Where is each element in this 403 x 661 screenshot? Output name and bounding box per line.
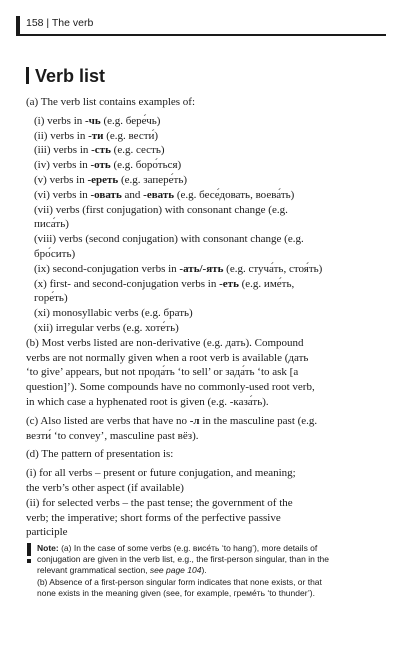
running-head-bar — [16, 16, 20, 34]
heading-bar — [26, 67, 29, 84]
list-item: (ix) second-conjugation verbs in -ать/-ять (e.g. стуча́ть, стоя́ть) — [34, 262, 323, 275]
main-text — [26, 95, 376, 540]
list-item: (x) first- and second-conjugation verbs in -еть (e.g. име́ть, горе́ть) — [34, 277, 295, 305]
list-item: (vii) verbs (first conjugation) with consonant change (e.g. писа́ть) — [34, 203, 288, 231]
note-text: Note: (a) In the case of some verbs (e.g. висе́ть ‘to hang’), more details of conjugation are given in the verb list, e.g., the first-person singular, than in the relevant grammatical section, see page 104). (b) Absence of a first-person singular form indicates that none exists, or that none exists in the meaning given (see, for example, греме́ть ‘to thunder’). — [37, 543, 330, 598]
list-item: (i) verbs in -чь (e.g. бере́чь) — [34, 114, 161, 127]
running-head — [16, 14, 386, 34]
list-item: (iv) verbs in -оть (e.g. боро́ться) — [34, 159, 182, 172]
list-item: (xii) irregular verbs (e.g. хоте́ть) — [34, 321, 179, 334]
paragraph-d-intro: (d) The pattern of presentation is: — [26, 448, 174, 461]
section-title: Verb list — [35, 66, 106, 86]
intro-paragraph: (a) The verb list contains examples of: — [26, 96, 196, 108]
list-item: (v) verbs in -ереть (e.g. запере́ть) — [34, 173, 188, 186]
running-head-text: 158 | The verb — [26, 17, 94, 29]
note-label: Note: — [37, 543, 59, 553]
paragraph-c: (c) Also listed are verbs that have no -л in the masculine past (e.g. везти́ ‘to convey’, masculine past вёз). — [26, 414, 318, 442]
list-item: (ii) verbs in -ти (e.g. вести́) — [34, 129, 159, 142]
paragraph-d-ii: (ii) for selected verbs – the past tense; the government of the verb; the imperative; short forms of the perfective passive participle — [26, 496, 293, 539]
paragraph-b: (b) Most verbs listed are non-derivative (e.g. дать). Compound verbs are not normally given when a root verb is available (дать ‘to give’ appears, but not прода́ть ‘to sell’ or зада́ть ‘to ask [a question]’). Some compounds have no commonly-used root verb, in which case a hyphenated root is given (e.g. -каза́ть). — [26, 336, 315, 408]
paragraph-d-i: (i) for all verbs – present or future conjugation, and meaning; the verb’s other aspect (if available) — [26, 467, 296, 494]
section-heading — [26, 66, 105, 87]
list-item: (xi) monosyllabic verbs (e.g. брать) — [34, 307, 193, 320]
running-head-rule — [16, 34, 386, 36]
list-item: (vi) verbs in -овать and -евать (e.g. бесе́довать, воева́ть) — [34, 188, 295, 201]
page-reference: see page 104 — [149, 565, 202, 576]
list-item: (viii) verbs (second conjugation) with consonant change (e.g. бро́сить) — [34, 233, 304, 260]
list-item: (iii) verbs in -сть (e.g. сесть) — [34, 144, 165, 157]
